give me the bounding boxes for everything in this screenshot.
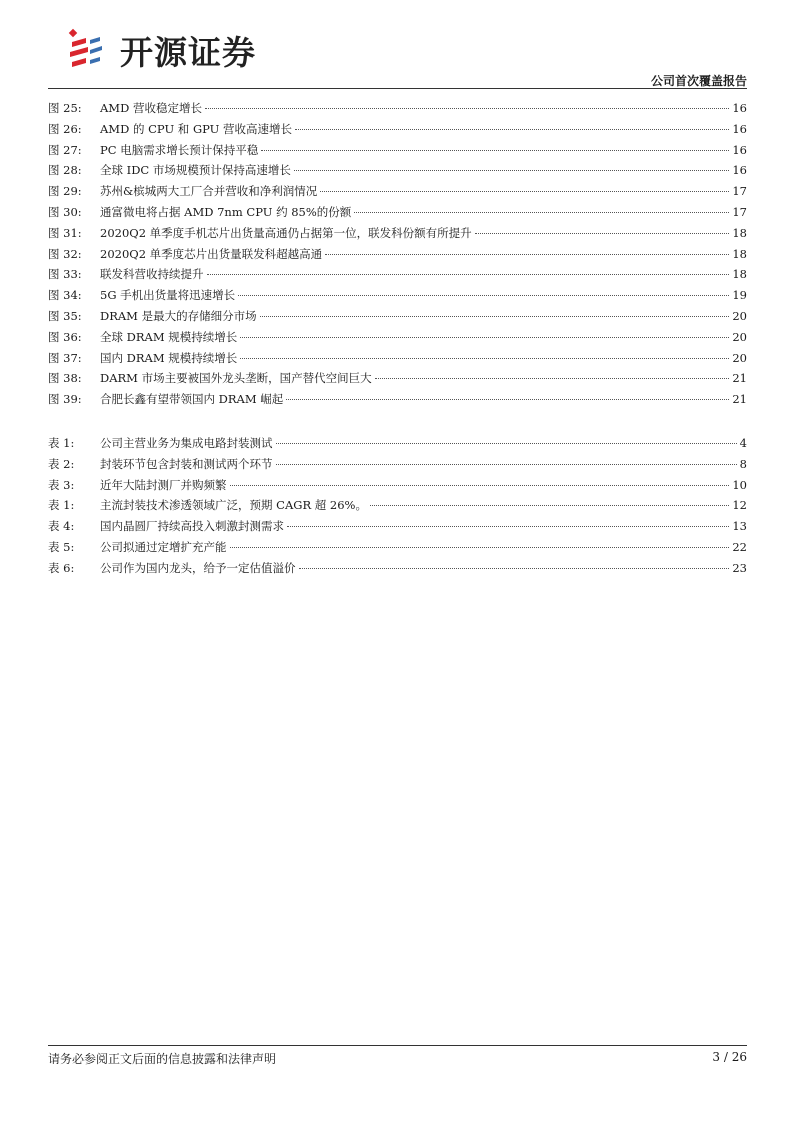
toc-entry-figure-27[interactable] — [48, 140, 747, 161]
toc-entry-figure-30[interactable] — [48, 202, 747, 223]
toc-leader — [276, 443, 737, 444]
toc-entry-figure-31[interactable] — [48, 223, 747, 244]
toc-label: 图 37: — [48, 350, 82, 365]
toc-label: 图 27: — [48, 142, 82, 157]
company-logo — [66, 28, 256, 72]
header-divider — [48, 88, 747, 89]
toc-entry-table-3[interactable] — [48, 475, 747, 496]
toc-leader — [354, 212, 729, 213]
toc-entry-figure-32[interactable] — [48, 244, 747, 265]
toc-leader — [207, 274, 730, 275]
toc-title: AMD 的 CPU 和 GPU 营收高速增长 — [100, 121, 293, 136]
toc-page: 20 — [732, 329, 747, 344]
report-type: 公司首次覆盖报告 — [650, 74, 747, 88]
toc-entry-figure-28[interactable] — [48, 160, 747, 181]
toc-label: 图 34: — [48, 288, 82, 303]
toc-page: 22 — [732, 539, 747, 554]
toc-page: 18 — [732, 225, 747, 240]
toc-label: 图 26: — [48, 121, 82, 136]
toc-page: 12 — [732, 498, 747, 513]
toc-title: DRAM 是最大的存储细分市场 — [100, 308, 257, 323]
toc-title: PC 电脑需求增长预计保持平稳 — [100, 142, 259, 157]
toc-page: 8 — [739, 456, 747, 471]
toc-label: 图 25: — [48, 101, 82, 115]
toc-leader — [240, 358, 729, 359]
toc-entry-figure-39[interactable] — [48, 389, 747, 410]
toc-page: 21 — [732, 371, 747, 386]
toc-title: 封装环节包含封装和测试两个环节 — [100, 456, 273, 471]
toc-page: 13 — [732, 519, 747, 534]
toc-label: 图 31: — [48, 225, 82, 240]
toc-leader — [294, 170, 729, 171]
toc-label: 表 2: — [48, 456, 75, 471]
toc-title: 通富微电将占据 AMD 7nm CPU 约 85%的份额 — [100, 204, 352, 219]
toc-title: AMD 营收稳定增长 — [100, 101, 202, 115]
toc-entry-figure-36[interactable] — [48, 327, 747, 348]
table-list — [48, 433, 747, 579]
toc-leader — [238, 295, 729, 296]
toc-leader — [261, 150, 729, 151]
toc-page: 10 — [732, 477, 747, 492]
toc-page: 4 — [739, 436, 747, 450]
toc-title: 公司作为国内龙头，给予一定估值溢价 — [100, 560, 296, 575]
toc-title: 2020Q2 单季度手机芯片出货量高通仍占据第一位，联发科份额有所提升 — [100, 225, 472, 240]
toc-leader — [295, 129, 729, 130]
toc-label: 图 39: — [48, 392, 82, 407]
toc-title: 联发科营收持续提升 — [100, 267, 204, 282]
footer-divider — [48, 1045, 747, 1046]
toc-title: 公司主营业务为集成电路封装测试 — [100, 436, 273, 450]
toc-label: 表 5: — [48, 539, 75, 554]
toc-label: 图 33: — [48, 267, 82, 282]
toc-label: 表 1: — [48, 436, 75, 450]
toc-title: 2020Q2 单季度芯片出货量联发科超越高通 — [100, 246, 323, 261]
toc-title: 国内 DRAM 规模持续增长 — [100, 350, 238, 365]
toc-leader — [299, 568, 730, 569]
toc-entry-figure-35[interactable] — [48, 306, 747, 327]
toc-page: 18 — [732, 267, 747, 282]
footer-disclaimer: 请务必参阅正文后面的信息披露和法律声明 — [48, 1052, 277, 1066]
toc-entry-figure-37[interactable] — [48, 348, 747, 369]
toc-entry-figure-25[interactable] — [48, 98, 747, 119]
toc-title: 国内晶圆厂持续高投入刺激封测需求 — [100, 519, 284, 534]
toc-page: 18 — [732, 246, 747, 261]
logo-text: 开源证券 — [120, 32, 256, 72]
toc-page: 16 — [732, 142, 747, 157]
figure-list — [48, 98, 747, 410]
toc-page: 20 — [732, 308, 747, 323]
toc-leader — [375, 378, 730, 379]
toc-page: 23 — [732, 560, 747, 575]
toc-leader — [287, 526, 729, 527]
toc-title: 全球 IDC 市场规模预计保持高速增长 — [100, 163, 291, 178]
toc-label: 图 32: — [48, 246, 82, 261]
toc-page: 21 — [732, 392, 747, 407]
toc-entry-figure-33[interactable] — [48, 264, 747, 285]
toc-label: 图 28: — [48, 163, 82, 178]
toc-page: 17 — [732, 184, 747, 199]
toc-entry-figure-34[interactable] — [48, 285, 747, 306]
toc-title: 近年大陆封测厂并购频繁 — [100, 477, 227, 492]
toc-label: 图 38: — [48, 371, 82, 386]
toc-page: 20 — [732, 350, 747, 365]
toc-entry-table-4[interactable] — [48, 516, 747, 537]
toc-entry-table-1[interactable] — [48, 433, 747, 454]
toc-leader — [320, 191, 729, 192]
toc-leader — [205, 108, 729, 109]
toc-entry-table-1b[interactable] — [48, 495, 747, 516]
toc-entry-figure-38[interactable] — [48, 368, 747, 389]
toc-leader — [475, 233, 730, 234]
logo-mark-icon — [66, 28, 114, 72]
toc-title: 主流封装技术渗透领域广泛，预期 CAGR 超 26%。 — [100, 498, 367, 513]
toc-page: 16 — [732, 101, 747, 115]
toc-label: 表 4: — [48, 519, 75, 534]
toc-entry-table-2[interactable] — [48, 454, 747, 475]
toc-page: 16 — [732, 163, 747, 178]
toc-entry-figure-26[interactable] — [48, 119, 747, 140]
toc-page: 17 — [732, 204, 747, 219]
toc-leader — [370, 505, 729, 506]
toc-title: 苏州&槟城两大工厂合并营收和净利润情况 — [100, 184, 318, 199]
toc-page: 16 — [732, 121, 747, 136]
toc-leader — [286, 399, 729, 400]
toc-label: 图 29: — [48, 184, 82, 199]
toc-leader — [240, 337, 729, 338]
toc-title: 公司拟通过定增扩充产能 — [100, 539, 227, 554]
toc-label: 图 36: — [48, 329, 82, 344]
toc-leader — [325, 254, 729, 255]
toc-title: DARM 市场主要被国外龙头垄断，国产替代空间巨大 — [100, 371, 372, 386]
toc-label: 表 6: — [48, 560, 75, 575]
toc-title: 全球 DRAM 规模持续增长 — [100, 329, 238, 344]
toc-leader — [276, 464, 737, 465]
toc-entry-table-6[interactable] — [48, 558, 747, 579]
toc-label: 图 30: — [48, 204, 82, 219]
page-number: 3 / 26 — [712, 1050, 747, 1064]
toc-label: 表 1: — [48, 498, 75, 513]
toc-page: 19 — [732, 288, 747, 303]
toc-leader — [230, 485, 730, 486]
toc-label: 图 35: — [48, 308, 82, 323]
toc-leader — [260, 316, 730, 317]
toc-leader — [230, 547, 730, 548]
toc-entry-figure-29[interactable] — [48, 181, 747, 202]
toc-title: 5G 手机出货量将迅速增长 — [100, 288, 236, 303]
toc-label: 表 3: — [48, 477, 75, 492]
toc-title: 合肥长鑫有望带领国内 DRAM 崛起 — [100, 392, 284, 407]
toc-entry-table-5[interactable] — [48, 537, 747, 558]
